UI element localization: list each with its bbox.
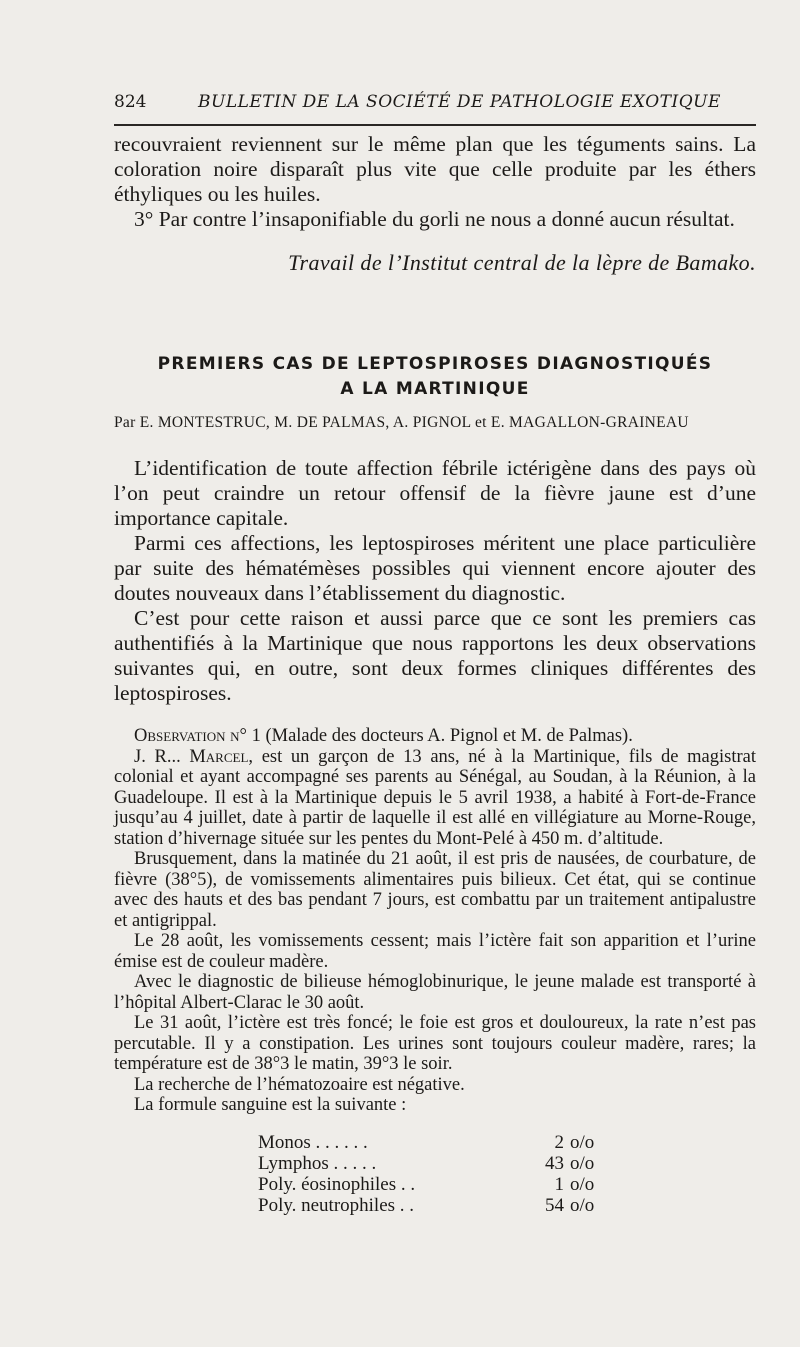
table-row [258,1153,594,1174]
intro-paragraph: L’identification de toute affection fébrile ictérigène dans des pays où l’on peut craindre un retour offensif de la fièvre jaune est d’une importance capitale. [114,456,756,530]
observation-heading [114,726,756,747]
journal-title: BULLETIN DE LA SOCIÉTÉ DE PATHOLOGIE EXOTIQUE [198,92,721,112]
cell-value: 43 [545,1152,564,1174]
intro-paragraph: Parmi ces affections, les leptospiroses méritent une place particulière par suite des hématémèses possibles qui viennent encore ajouter des doutes nouveaux dans l’établissement du diagnostic. [114,531,756,605]
running-head [114,92,756,112]
intro-paragraph: C’est pour cette raison et aussi parce que ce sont les premiers cas authentifiés à la Martinique que nous rapportons les deux observations suivantes qui, en outre, sont deux formes cliniques différentes des leptospiroses. [114,606,756,705]
article-title [114,352,756,402]
observation-paragraph: Le 28 août, les vomissements cessent; mais l’ictère fait son apparition et l’urine émise est de couleur madère. [114,931,756,972]
page-body [114,132,756,1216]
cell-unit: o/o [570,1173,595,1195]
table-row [258,1174,594,1195]
observation-attribution: (Malade des docteurs A. Pignol et M. de Palmas). [260,726,633,746]
observation-paragraph: La formule sanguine est la suivante : [134,1095,407,1115]
cell-value: 54 [545,1194,564,1216]
article-authors: Par E. MONTESTRUC, M. DE PALMAS, A. PIGNOL et E. MAGALLON-GRAINEAU [114,414,689,431]
cell-unit: o/o [570,1152,595,1174]
observation-text: , est un garçon de 13 ans, né à la Martinique, fils de magistrat colonial et ayant accompagné ses parents au Sénégal, au Soudan, à la Réunion, à la Guadeloupe. Il est à la Martinique depuis le 5 avril 1938, a habité à Fort-de-France jusqu’au 4 juillet, date à partir de laquelle il est allé en villégiature au Morne-Rouge, station d’hivernage située sur les pentes du Mont-Pelé à 450 m. d’altitude. [114,746,756,849]
cell-label: Monos . . . . . . [258,1131,368,1153]
table-row [258,1195,594,1216]
observation-paragraph [114,747,756,850]
institution-credit: Travail de l’Institut central de la lèpre de Bamako. [288,250,756,275]
observation-paragraph: Brusquement, dans la matinée du 21 août, il est pris de nausées, de courbature, de fièvre (38°5), de vomissements alimentaires puis bilieux. Cet état, qui se continue avec des hauts et des bas pendant 7 jours, est combattu par un traitement antipalustre et antigrippal. [114,849,756,931]
observation-paragraph: Le 31 août, l’ictère est très foncé; le foie est gros et douloureux, la rate n’est pas percutable. Il y a constipation. Les urines sont toujours couleur madère, rares; la température est de 38°3 le matin, 39°3 le soir. [114,1013,756,1074]
cell-value: 2 [554,1131,564,1153]
observation-paragraph: Avec le diagnostic de bilieuse hémoglobinurique, le jeune malade est transporté à l’hôpital Albert-Clarac le 30 août. [114,972,756,1013]
table-row [258,1132,594,1153]
page-number: 824 [114,92,147,112]
header-rule [114,124,756,126]
cell-label: Poly. neutrophiles . . [258,1194,415,1216]
observation-label: Observation n° 1 [134,726,261,746]
cell-unit: o/o [570,1131,595,1153]
cell-value: 1 [554,1173,564,1195]
previous-article-paragraph: 3° Par contre l’insaponifiable du gorli ne nous a donné aucun résultat. [134,207,735,231]
patient-name: J. R... Marcel [134,746,249,767]
cell-label: Poly. éosinophiles . . [258,1173,416,1195]
blood-formula-table [258,1132,594,1216]
cell-unit: o/o [570,1194,595,1216]
cell-label: Lymphos . . . . . [258,1152,377,1174]
previous-article-paragraph: recouvraient reviennent sur le même plan que les téguments sains. La coloration noire disparaît plus vite que celle produite par les éthers éthyliques ou les huiles. [114,132,756,206]
article-title-line: A LA MARTINIQUE [340,379,530,399]
observation-paragraph: La recherche de l’hématozoaire est négative. [134,1074,465,1095]
article-title-line: PREMIERS CAS DE LEPTOSPIROSES DIAGNOSTIQUÉS [157,354,713,374]
